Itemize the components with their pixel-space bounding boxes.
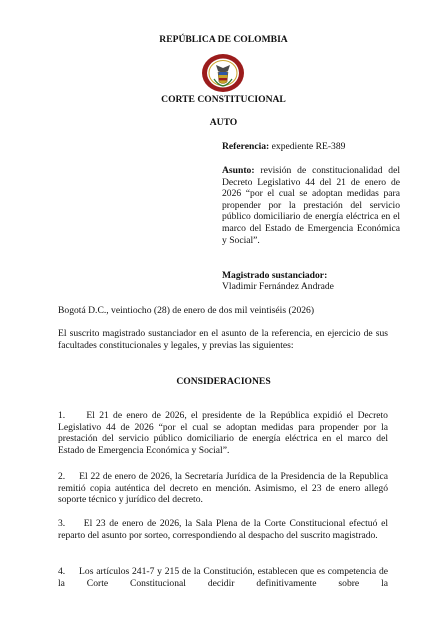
document-type: AUTO [209,117,238,128]
magistrate-name: Vladimir Fernández Andrade [222,281,334,292]
court-seal-icon [200,52,246,94]
paragraph-number: 4. [58,566,66,577]
paragraph-3 [58,518,388,541]
paragraph-1 [58,410,388,456]
court-heading: CORTE CONSTITUCIONAL [161,94,286,105]
subject-label: Asunto: [222,165,255,176]
date-line: Bogotá D.C., veintiocho (28) de enero de dos mil veintiséis (2026) [58,305,315,316]
paragraph-number: 1. [58,410,66,421]
paragraph-text: Los artículos 241-7 y 215 de la Constitución, establecen que es competencia de la Corte Constitucional decidir definitivamente sobre la [58,566,388,589]
paragraph-number: 3. [58,518,66,529]
reference-label: Referencia: [222,141,270,152]
country-heading: REPÚBLICA DE COLOMBIA [159,34,288,45]
paragraph-2 [58,471,388,506]
magistrate-label: Magistrado sustanciador: [222,270,328,281]
intro-paragraph: El suscrito magistrado sustanciador en el asunto de la referencia, en ejercicio de sus facultades constitucionales y legales, y previas las siguientes: [58,328,388,351]
subject-block [222,165,400,246]
section-title: CONSIDERACIONES [176,376,271,387]
paragraph-text: El 21 de enero de 2026, el presidente de la República expidió el Decreto Legislativo 44 de 2026 “por el cual se adoptan medidas para propender por la prestación del servicio público domiciliario de energía eléctrica en el marco del Estado de Emergencia Económica y Social”. [58,410,388,456]
paragraph-text: El 23 de enero de 2026, la Sala Plena de la Corte Constitucional efectuó el reparto del asunto por sorteo, correspondiendo al despacho del suscrito magistrado. [58,518,388,541]
paragraph-4 [58,566,388,589]
subject-value: revisión de constitucionalidad del Decreto Legislativo 44 del 21 de enero de 2026 “por el cual se adoptan medidas para propender por la prestación del servicio público domiciliario de energía eléctrica en el marco del Estado de Emergencia Económica y Social”. [222,165,400,246]
reference-line [222,141,400,153]
paragraph-text: El 22 de enero de 2026, la Secretaría Jurídica de la Presidencia de la Republica remitió copia auténtica del decreto en mención. Asimismo, el 23 de enero allegó soporte técnico y jurídico del decreto. [58,471,388,506]
reference-value: expediente RE-389 [271,141,346,152]
paragraph-number: 2. [58,471,66,482]
